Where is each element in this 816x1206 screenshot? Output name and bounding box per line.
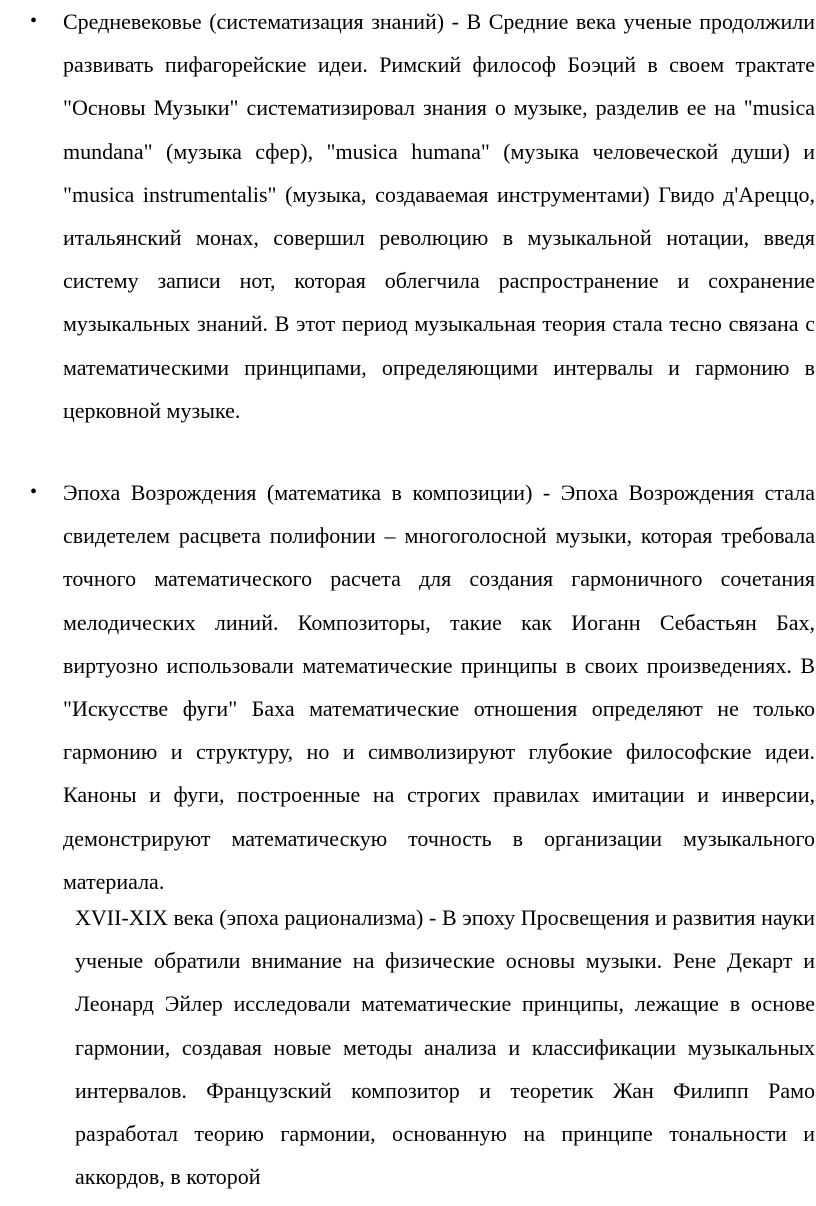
bullet-icon: • <box>30 10 38 32</box>
paragraph-middle-ages: Средневековье (систематизация знаний) - В Средние века ученые продолжили развивать пифагорейские идеи. Римский философ Боэций в своем трактате "Основы Музыки" систематизировал знания о музыке, разделив ее на "musica mundana" (музыка сфер), "musica humana" (музыка человеческой души) и "musica instrumentalis" (музыка, создаваемая инструментами) Гвидо д'Ареццо, итальянский монах, совершил революцию в музыкальной нотации, введя систему записи нот, которая облегчила распространение и сохранение музыкальных знаний. В этот период музыкальная теория стала тесно связана с математическими принципами, определяющими интервалы и гармонию в церковной музыке. <box>63 9 815 423</box>
bullet-icon: • <box>30 481 38 503</box>
paragraph-rationalism-block <box>75 896 815 1198</box>
paragraph-rationalism: XVII-XIX века (эпоха рационализма) - В эпоху Просвещения и развития науки ученые обратили внимание на физические основы музыки. Рене Декарт и Леонард Эйлер исследовали математические принципы, лежащие в основе гармонии, создавая новые методы анализа и классификации музыкальных интервалов. Французский композитор и теоретик Жан Филипп Рамо разработал теорию гармонии, основанную на принципе тональности и аккордов, в которой <box>75 905 815 1190</box>
paragraph-renaissance: Эпоха Возрождения (математика в композиции) - Эпоха Возрождения стала свидетелем расцвета полифонии – многоголосной музыки, которая требовала точного математического расчета для создания гармоничного сочетания мелодических линий. Композиторы, такие как Иоганн Себастьян Бах, виртуозно использовали математические принципы в своих произведениях. В "Искусстве фуги" Баха математические отношения определяют не только гармонию и структуру, но и символизируют глубокие философские идеи. Каноны и фуги, построенные на строгих правилах имитации и инверсии, демонстрируют математическую точность в организации музыкального материала. <box>63 480 815 894</box>
